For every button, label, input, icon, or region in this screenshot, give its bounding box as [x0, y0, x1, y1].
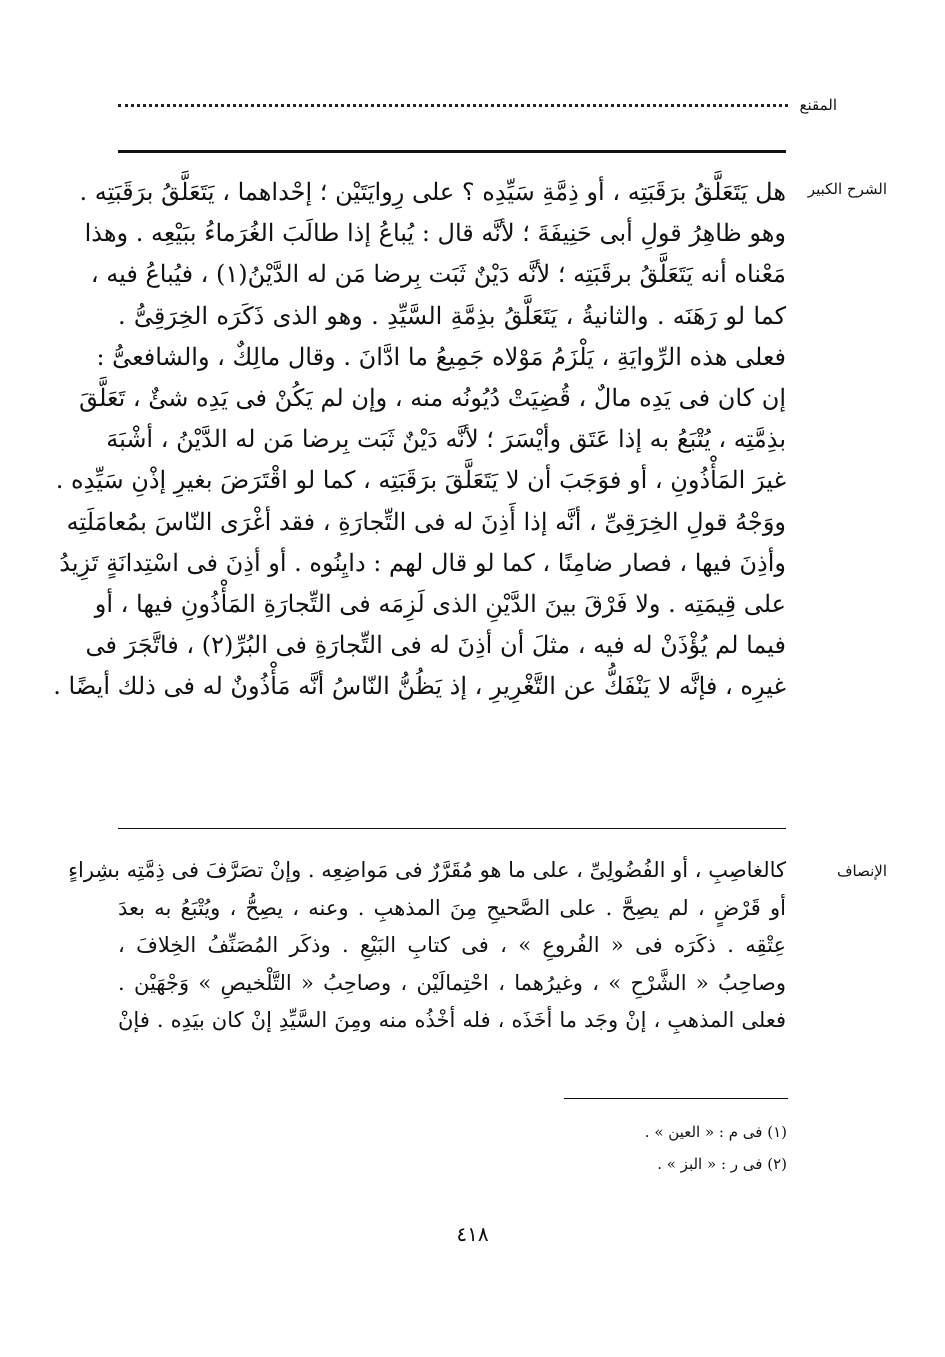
main-text-line: وهو ظاهِرُ قولِ أبى حَنِيفَةَ ؛ لأنَّه قال : يُباعُ إذا طالَبَ الغُرَماءُ ببَيْعِه . وهذا	[84, 219, 786, 248]
main-text-line: فعلى هذه الرِّوايَةِ ، يَلْزَمُ مَوْلاه جَمِيعُ ما ادَّانَ . وقال مالِكٌ ، والشافعىُّ :	[96, 342, 786, 371]
main-text-line: ووَجْهُ قولِ الخِرَقِىِّ ، أنَّه إذا أَذِنَ له فى التِّجارَةِ ، فقد أغْرَى النّاسَ بمُعامَلَتِه	[66, 507, 786, 536]
main-section-label: الشرح الكبير	[807, 180, 887, 198]
main-text-line: غيرِه ، فإنَّه لا يَنْفَكُّ عن التَّغْرِيرِ ، إذ يَظُنُّ النّاسُ أنَّه مَأْذُونٌ له فى ذلك أيضًا .	[53, 672, 786, 701]
header-dotted-leader	[118, 104, 788, 117]
running-header-title: المقنع	[799, 96, 837, 114]
main-text-line: كما لو رَهَنَه . والثانيةُ ، يَتَعَلَّقُ بذِمَّةِ السَّيِّدِ . وهو الذى ذَكَرَه الخِرَقِىُّ .	[118, 301, 786, 330]
footnote-1: (١) فى م : « العين » .	[644, 1123, 787, 1141]
footnote-2: (٢) فى ر : « البز » .	[657, 1155, 787, 1173]
main-text-line: فيما لم يُؤْذَنْ له فيه ، مثلَ أن أذِنَ له فى التِّجارَةِ فى البُرِّ(٢) ، فاتَّجَرَ فى	[85, 631, 786, 660]
header-rule	[118, 150, 786, 153]
insaf-text-line: أو قَرْضٍ ، لم يصِحَّ . على الصَّحيحِ مِنَ المذهبِ . وعنه ، يصِحُّ ، ويُتْبَعُ به بعدَ	[118, 895, 786, 920]
main-text-line: مَعْناه أنه يَتَعَلَّقُ برقَبَتِه ؛ لأنَّه دَيْنٌ ثَبَت بِرضا مَن له الدَّيْنُ(١) ، فيُباعُ فيه ،	[90, 260, 786, 289]
insaf-text-line: عِتْقِه . ذكَرَه فى « الفُروعِ » ، فى كتابِ البَيْعِ . وذكَر المُصَنِّفُ الخِلافَ ،	[118, 933, 786, 958]
footnotes	[645, 1116, 787, 1180]
footnote-divider	[564, 1098, 788, 1099]
main-text-line: إن كان فى يَدِه مالٌ ، قُضِيَتْ دُيُونُه منه ، وإن لم يَكُنْ فى يَدِه شئٌ ، تَعَلَّقَ	[79, 383, 786, 412]
insaf-text-line: فعلى المذهبِ ، إنْ وجَد ما أخَذَه ، فله أخْذُه منه ومِنَ السَّيِّدِ إنْ كان بيَدِه . فإنْ	[118, 1008, 786, 1033]
main-text-line: وأذِنَ فيها ، فصار ضامِنًا ، كما لو قال لهم : دايِنُوه . أو أذِنَ فى اسْتِدانَةٍ تَزِيدُ	[59, 548, 786, 577]
insaf-text-block	[68, 852, 786, 1040]
main-text-line: بذِمَّتِه ، يُتْبَعُ به إذا عَتَق وأيْسَرَ ؛ لأنَّه دَيْنٌ ثَبَت بِرضا مَن له الدَّيْنُ ، أشْبَهَ	[106, 425, 786, 454]
page-number: ٤١٨	[456, 1222, 489, 1246]
main-text-line: غيرَ المَأْذُونِ ، أو فوَجَبَ أن لا يَتَعَلَّقَ برَقَبَتِه ، كما لو اقْتَرَضَ بغيرِ إذْنِ سَيِّدِه .	[55, 466, 786, 495]
insaf-text-line: كالغاصِبِ ، أو الفُضُولِىِّ ، على ما هو مُقَرَّرٌ فى مَواضِعِه . وإنْ تصَرَّفَ فى ذِمَّتِه بشِراءٍ	[68, 858, 786, 882]
main-text-block	[53, 172, 786, 707]
main-text-line: هل يَتَعَلَّقُ برَقَبَتِه ، أو ذِمَّةِ سَيِّدِه ؟ على رِوايَتَيْن ؛ إحْداهما ، يَتَعَلَّقُ برَقَبَتِه .	[79, 178, 786, 206]
insaf-section-label: الإنصاف	[836, 862, 887, 880]
main-text-line: على قِيمَتِه . ولا فَرْقَ بينَ الدَّيْنِ الذى لَزِمَه فى التِّجارَةِ المَأْذُونِ فيها ، أو	[94, 589, 786, 618]
section-divider	[118, 828, 786, 829]
insaf-text-line: وصاحِبُ « الشَّرْحِ » ، وغيرُهما ، احْتِمالَيْن ، وصاحِبُ « التَّلْخيصِ » وَجْهَيْن .	[118, 970, 786, 995]
